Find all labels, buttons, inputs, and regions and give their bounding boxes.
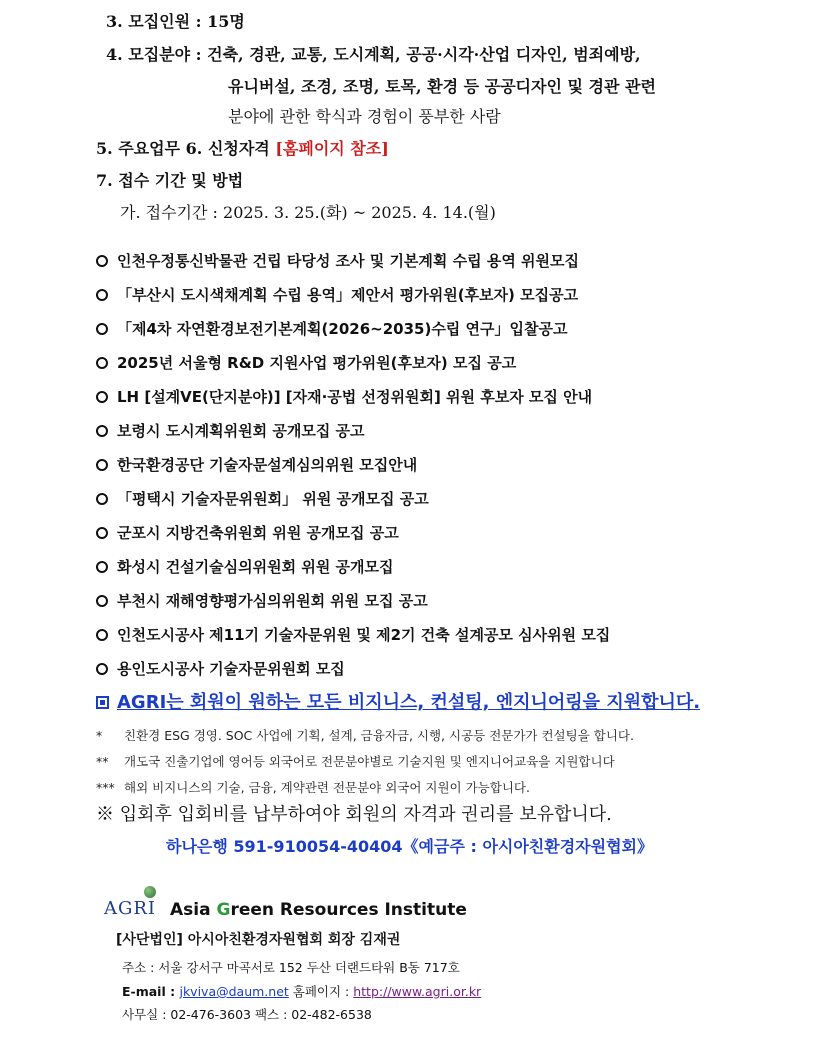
field-line-2: 유니버설, 조경, 조명, 토목, 환경 등 공공디자인 및 경관 관련 (228, 77, 656, 96)
notice-item (96, 590, 428, 611)
org-title: [사단법인] 아시아친환경자원협회 회장 김재권 (116, 932, 401, 948)
notice-item (96, 522, 399, 543)
circle-bullet-icon (96, 255, 108, 267)
org-phone: 사무실 : 02-476-3603 팩스 : 02-482-6538 (122, 1007, 372, 1022)
circle-bullet-icon (96, 357, 108, 369)
circle-bullet-icon (96, 289, 108, 301)
recruit-count: 3. 모집인원 : 15명 (106, 12, 245, 31)
circle-bullet-icon (96, 425, 108, 437)
notice-text: 부천시 재해영향평가심의위원회 위원 모집 공고 (117, 592, 428, 610)
notice-text: 인천우정통신박물관 건립 타당성 조사 및 기본계획 수립 용역 위원모집 (117, 252, 579, 270)
notice-text: 인천도시공사 제11기 기술자문위원 및 제2기 건축 설계공모 심사위원 모집 (117, 626, 611, 644)
agri-logo: AGRI (104, 898, 157, 919)
notice-item (96, 352, 516, 373)
notice-item (96, 454, 417, 475)
org-contact-links: E-mail : jkviva@daum.net 홈페이지 : http://www.agri.or.kr (122, 984, 482, 999)
circle-bullet-icon (96, 629, 108, 641)
bank-account: 하나은행 591-910054-40404《예금주 : 아시아친환경자원협회》 (166, 837, 654, 856)
circle-bullet-icon (96, 391, 108, 403)
period-detail: 가. 접수기간 : 2025. 3. 25.(화) ~ 2025. 4. 14.(월) (120, 203, 496, 222)
notice-item (96, 420, 365, 441)
notice-text: 화성시 건설기술심의위원회 위원 공개모집 (117, 558, 394, 576)
field-line-1: 4. 모집분야 : 건축, 경관, 교통, 도시계획, 공공·시각·산업 디자인, 범죄예방, (106, 45, 641, 64)
email-link[interactable]: jkviva@daum.net (179, 984, 289, 999)
circle-bullet-icon (96, 561, 108, 573)
notice-text: 「제4차 자연환경보전기본계획(2026~2035)수립 연구」입찰공고 (117, 320, 568, 338)
notice-item (96, 250, 579, 271)
notice-text: 보령시 도시계획위원회 공개모집 공고 (117, 422, 365, 440)
agri-support-banner: AGRI는 회원이 원하는 모든 비지니스, 컨설팅, 엔지니어링을 지원합니다. (96, 688, 700, 714)
notice-item (96, 284, 578, 305)
notice-item (96, 556, 394, 577)
notice-text: 한국환경공단 기술자문설계심의위원 모집안내 (117, 456, 418, 474)
notice-text: 용인도시공사 기술자문위원회 모집 (117, 660, 345, 678)
notice-item (96, 318, 567, 339)
notice-text: 「평택시 기술자문위원회」 위원 공개모집 공고 (117, 490, 429, 508)
globe-icon (144, 886, 156, 898)
notice-item (96, 488, 429, 509)
field-line-3: 분야에 관한 학식과 경험이 풍부한 사람 (228, 107, 501, 126)
period-title: 7. 접수 기간 및 방법 (96, 171, 244, 190)
org-english-name: Asia Green Resources Institute (170, 900, 467, 920)
note-item: * 친환경 ESG 경영. SOC 사업에 기획, 설계, 금융자금, 시행, 시공등 전문가가 컨설팅을 합니다. (96, 728, 634, 743)
notice-item (96, 658, 345, 679)
square-bullet-icon (96, 696, 109, 709)
notice-text: 군포시 지방건축위원회 위원 공개모집 공고 (117, 524, 399, 542)
org-address: 주소 : 서울 강서구 마곡서로 152 두산 더랜드타워 B동 717호 (122, 960, 460, 975)
notice-item (96, 624, 610, 645)
notice-text: 2025년 서울형 R&D 지원사업 평가위원(후보자) 모집 공고 (117, 354, 517, 372)
note-item: ** 개도국 진출기업에 영어등 외국어로 전문분야별로 기술지원 및 엔지니어교육을 지원합니다 (96, 754, 615, 769)
circle-bullet-icon (96, 493, 108, 505)
circle-bullet-icon (96, 663, 108, 675)
notice-item (96, 386, 592, 407)
membership-notice: ※ 입회후 입회비를 납부하여야 회원의 자격과 권리를 보유합니다. (96, 804, 612, 825)
notice-text: LH [설계VE(단지분야)] [자재·공법 선정위원회] 위원 후보자 모집 안내 (117, 388, 593, 406)
homepage-link[interactable]: http://www.agri.or.kr (353, 984, 482, 999)
circle-bullet-icon (96, 595, 108, 607)
notice-text: 「부산시 도시색채계획 수립 용역」제안서 평가위원(후보자) 모집공고 (117, 286, 579, 304)
homepage-reference: [홈페이지 참조] (275, 139, 389, 158)
circle-bullet-icon (96, 527, 108, 539)
circle-bullet-icon (96, 323, 108, 335)
note-item: *** 해외 비지니스의 기술, 금융, 계약관련 전문분야 외국어 지원이 가능합니다. (96, 780, 530, 795)
circle-bullet-icon (96, 459, 108, 471)
duties-line: 5. 주요업무 6. 신청자격 [홈페이지 참조] (96, 139, 389, 158)
